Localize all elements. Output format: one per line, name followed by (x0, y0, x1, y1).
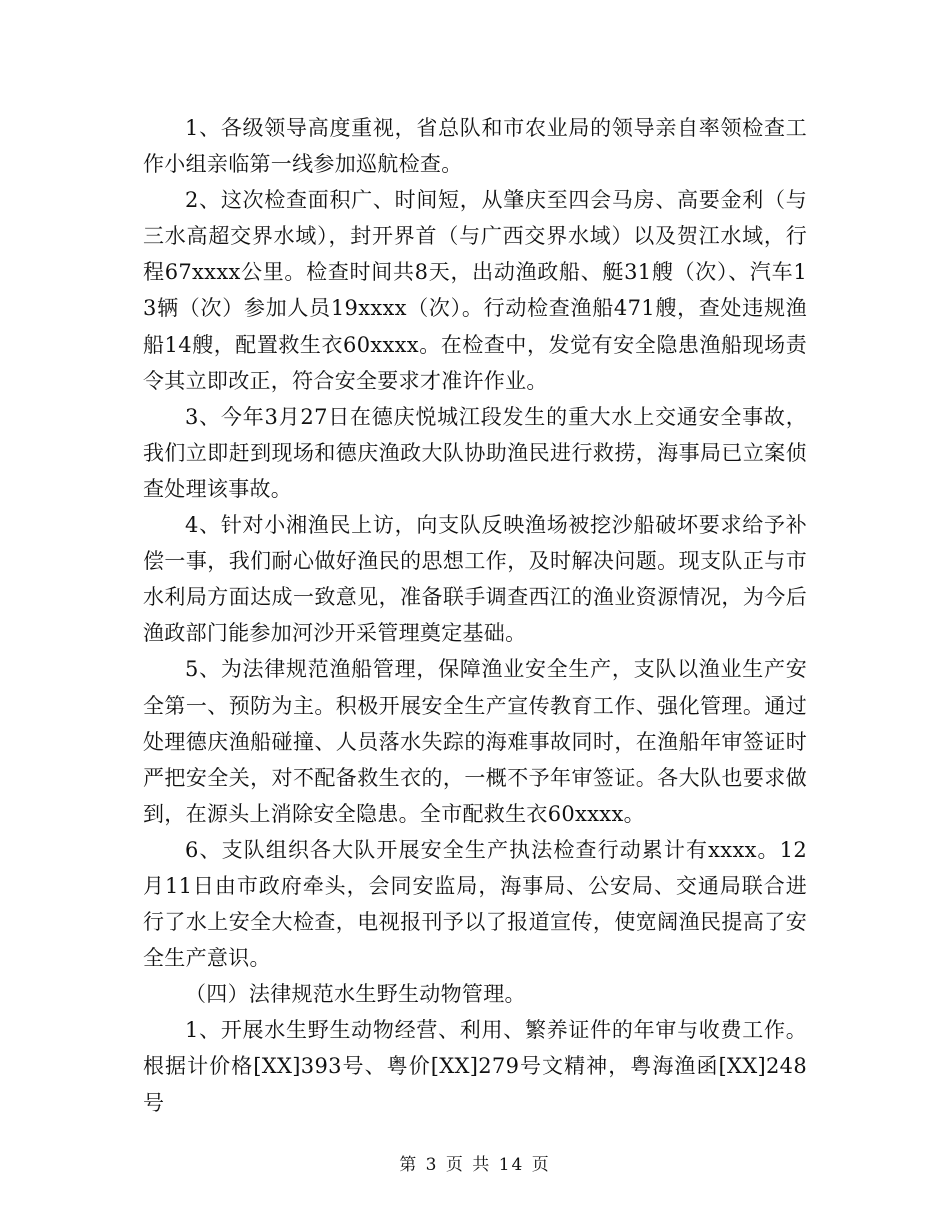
section-heading: （四）法律规范水生野生动物管理。 (185, 982, 526, 1007)
document-body (143, 110, 807, 1121)
paragraph-6: 6、支队组织各大队开展安全生产执法检查行动累计有xxxx。12月11日由市政府牵头，会同安监局，海事局、公安局、交通局联合进行了水上安全大检查，电视报刊予以了报道宣传，使宽阔渔民提高了安全生产意识。 (143, 837, 807, 971)
paragraph-7: 1、开展水生野生动物经营、利用、繁养证件的年审与收费工作。根据计价格[XX]393号、粤价[XX]279号文精神，粤海渔函[XX]248号 (143, 1018, 807, 1115)
paragraph-4: 4、针对小湘渔民上访，向支队反映渔场被挖沙船破坏要求给予补偿一事，我们耐心做好渔民的思想工作，及时解决问题。现支队正与市水利局方面达成一致意见，准备联手调查西江的渔业资源情况，为今后渔政部门能参加河沙开采管理奠定基础。 (143, 513, 807, 646)
paragraph-5: 5、为法律规范渔船管理，保障渔业安全生产，支队以渔业生产安全第一、预防为主。积极开展安全生产宣传教育工作、强化管理。通过处理德庆渔船碰撞、人员落水失踪的海难事故同时，在渔船年审签证时严把安全关，对不配备救生衣的，一概不予年审签证。各大队也要求做到，在源头上消除安全隐患。全市配救生衣60xxxx。 (143, 657, 807, 826)
paragraph-1: 1、各级领导高度重视，省总队和市农业局的领导亲自率领检查工作小组亲临第一线参加巡航检查。 (143, 116, 807, 177)
page-footer: 第 3 页 共 14 页 (399, 1155, 551, 1175)
paragraph-3: 3、今年3月27日在德庆悦城江段发生的重大水上交通安全事故，我们立即赶到现场和德庆渔政大队协助渔民进行救捞，海事局已立案侦查处理该事故。 (143, 404, 807, 501)
paragraph-2: 2、这次检查面积广、时间短，从肇庆至四会马房、高要金利（与三水高超交界水域），封开界首（与广西交界水域）以及贺江水域，行程67xxxx公里。检查时间共8天，出动渔政船、艇31艘（次）、汽车13辆（次）参加人员19xxxx（次）。行动检查渔船471艘，查处违规渔船14艘，配置救生衣60xxxx。在检查中，发觉有安全隐患渔船现场责令其立即改正，符合安全要求才准许作业。 (143, 188, 807, 393)
